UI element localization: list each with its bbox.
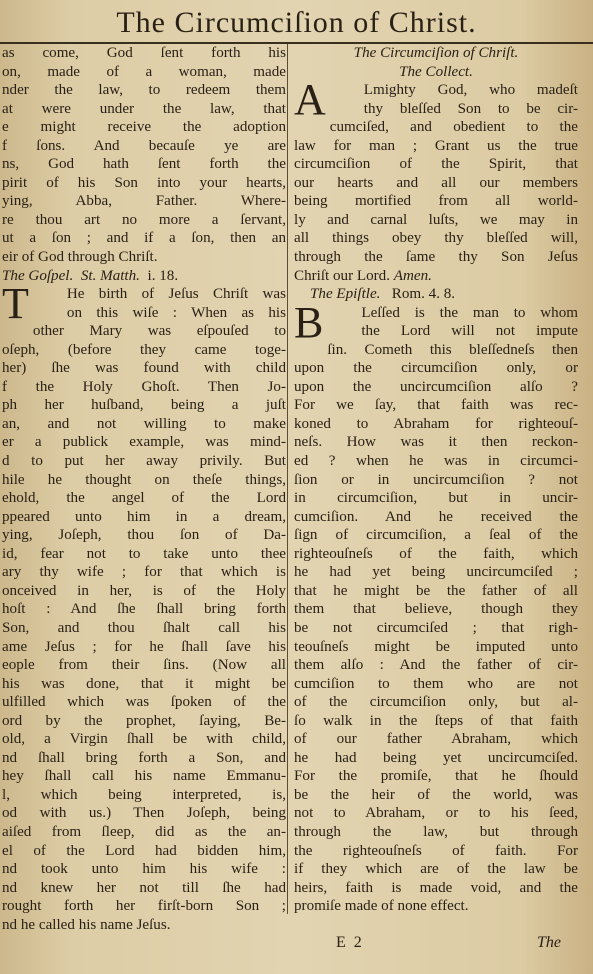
text-line: as come, God ſent forth his: [2, 45, 286, 61]
text-line: not to Abraham, or to his ſeed,: [294, 805, 578, 822]
text-line: hile he thought on theſe things,: [2, 471, 286, 488]
text-line: ed ? when he was in circumci-: [294, 453, 578, 470]
text-line: ph her huſband, being a juſt: [2, 397, 286, 414]
text-line: cumciſion to them who are not: [294, 675, 578, 692]
text-line: upon the circumciſion only, or: [294, 360, 578, 377]
text-line: Lmighty God, who madeſt: [363, 82, 578, 99]
text-line: ehold, the angel of the Lord: [2, 490, 286, 507]
text-line: upon the uncircumciſion alſo ?: [294, 378, 578, 395]
text-line: them alſo : And the father of cir-: [294, 657, 578, 674]
text-line: ſion or in uncircumciſion ? not: [294, 471, 578, 488]
gospel-text: [2, 279, 286, 934]
section-title: The Circumciſion of Chriſt.: [353, 45, 519, 61]
left-column: [0, 44, 286, 934]
text-line: on, made of a woman, made: [2, 63, 286, 80]
right-column: [294, 44, 578, 916]
text-line: nd he called his name Jeſus.: [2, 916, 171, 933]
text-line: Son, and thou ſhalt call his: [2, 619, 286, 636]
epistle-text: [294, 297, 578, 916]
signature-mark: E 2: [336, 934, 364, 951]
text-line: ame Jeſus ; for he ſhall ſave his: [2, 638, 286, 655]
text-line: cumciſion. And he received the: [294, 508, 578, 525]
text-line: e might receive the adoption: [2, 119, 286, 136]
text-line: ppeared unto him in a dream,: [2, 508, 286, 525]
text-line: rought forth her firſt-born Son ;: [2, 898, 286, 915]
text-line: ying, Abba, Father. Where-: [2, 193, 286, 210]
text-line: other Mary was eſpouſed to: [32, 323, 286, 340]
text-line: in circumciſion, but in uncir-: [294, 490, 578, 507]
text-line: the righteouſneſs of faith. For: [294, 842, 578, 859]
gospel-dropcap: T: [2, 279, 29, 329]
text-line: all things obey thy bleſſed will,: [294, 230, 578, 247]
text-line: hey ſhall call his name Emmanu-: [2, 768, 286, 785]
text-line: f ſons. And becauſe ye are: [2, 137, 286, 154]
epistle-heading: [294, 285, 578, 304]
text-line: er a publick example, was mind-: [2, 434, 286, 451]
text-line: an, and not willing to make: [2, 415, 286, 432]
text-line: id, fear not to take unto thee: [2, 545, 286, 562]
text-line: ary thy wife ; for that which is: [2, 564, 286, 581]
text-line: ulfilled which was ſpoken of the: [2, 694, 286, 711]
text-line: el of the Lord had bidden him,: [2, 842, 286, 859]
text-line: his was done, that it might be: [2, 675, 286, 692]
text-line: through the law, but through: [294, 823, 578, 840]
text-line: onceived in her, is of the Holy: [2, 582, 286, 599]
column-divider: [287, 44, 288, 914]
text-line: l, which being interpreted, is,: [2, 786, 286, 803]
text-line: of our father Abraham, which: [294, 731, 578, 748]
text-line: at were under the law, that: [2, 100, 286, 117]
text-line: our hearts and all our members: [294, 174, 578, 191]
text-line: cumciſed, and obedient to the: [329, 119, 578, 136]
text-line: heirs, faith is made void, and the: [294, 879, 578, 896]
text-line: he had being yet uncircumciſed.: [294, 749, 578, 766]
text-line: promiſe made of none effect.: [294, 898, 469, 915]
gospel-heading: [2, 267, 286, 286]
text-line: being mortified from all world-: [294, 193, 578, 210]
text-line: eir of God through Chriſt.: [2, 249, 158, 266]
text-line: the Lord will not impute: [361, 323, 578, 340]
epistle-dropcap: B: [294, 297, 324, 347]
collect-dropcap: A: [294, 75, 326, 125]
text-line: neſs. How was it then reckon-: [294, 434, 578, 451]
text-line: He birth of Jeſus Chriſt was: [66, 286, 286, 303]
text-line: nd ſhall bring forth a Son, and: [2, 749, 286, 766]
epistle-label: The Epiſtle.: [310, 286, 381, 303]
text-line: nder the law, to redeem them: [2, 82, 286, 99]
text-line: be the heir of the world, was: [294, 786, 578, 803]
text-line: ying, Joſeph, thou ſon of Da-: [2, 527, 286, 544]
text-line: ſin. Cometh this bleſſedneſs then: [327, 341, 578, 358]
text-line: f the Holy Ghoſt. Then Jo-: [2, 378, 286, 395]
collect-title: The Collect.: [399, 63, 473, 80]
epistle-continuation: [2, 44, 286, 267]
text-line: righteouſneſs of the faith, which: [294, 545, 578, 562]
text-line: ord by the prophet, ſaying, Be-: [2, 712, 286, 729]
amen: Amen.: [393, 267, 432, 284]
running-head: The Circumciſion of Christ.: [116, 6, 477, 39]
text-line: hoſt : And ſhe ſhall bring forth: [2, 601, 286, 618]
text-line: pirit of his Son into your hearts,: [2, 174, 286, 191]
text-line: For the promiſe, that he ſhould: [294, 768, 578, 785]
text-line: on this wiſe : When as his: [66, 304, 286, 321]
text-line: re thou art no more a ſervant,: [2, 211, 286, 228]
text-line: Leſſed is the man to whom: [361, 304, 578, 321]
text-line: aiſed from ſleep, did as the an-: [2, 823, 286, 840]
text-line: he had yet being uncircumciſed ;: [294, 564, 578, 581]
gospel-reference: i. 18.: [147, 267, 179, 284]
catchword: The: [537, 934, 561, 951]
text-line: if they which are of the law be: [294, 861, 578, 878]
text-line: nd knew her not till ſhe had: [2, 879, 286, 896]
text-line: circumciſion of the Spirit, that: [294, 156, 578, 173]
text-line: law for man ; Grant us the true: [294, 137, 578, 154]
gospel-source: St. Matth.: [80, 267, 140, 284]
text-line: nd took unto him his wife :: [2, 861, 286, 878]
text-line: ly and carnal luſts, we may in: [294, 211, 578, 228]
text-line: of the circumciſion only, but al-: [294, 694, 578, 711]
text-line: koned to Abraham for righteouſ-: [294, 415, 578, 432]
text-line: For we ſay, that faith was rec-: [294, 397, 578, 414]
text-line: ut a ſon ; and if a ſon, then an: [2, 230, 286, 247]
collect-text: [294, 75, 578, 285]
text-line: thy bleſſed Son to be cir-: [363, 100, 578, 117]
text-line: eople from their ſins. (Now all: [2, 657, 286, 674]
text-line: old, a Virgin ſhall be with child,: [2, 731, 286, 748]
text-line: be not circumciſed ; that righ-: [294, 619, 578, 636]
text-line: d to put her away privily. But: [2, 453, 286, 470]
text-line: them that believe, though they: [294, 601, 578, 618]
text-line: [294, 267, 578, 286]
text-line: that he might be the father of all: [294, 582, 578, 599]
gospel-label: The Goſpel.: [2, 267, 74, 284]
text-line: through the ſame thy Son Jeſus: [294, 249, 578, 266]
text-line: ſign of circumciſion, a ſeal of the: [294, 527, 578, 544]
text-line: ſo walk in the ſteps of that faith: [294, 712, 578, 729]
text-line: teouſneſs might be imputed unto: [294, 638, 578, 655]
text-line: oſeph, (before they came toge-: [2, 341, 286, 358]
text-line: her) ſhe was found with child: [2, 360, 286, 377]
text-line: Chriſt our Lord.: [294, 267, 391, 284]
text-line: od with us.) Then Joſeph, being: [2, 805, 286, 822]
epistle-reference: Rom. 4. 8.: [391, 286, 456, 303]
text-line: ns, God hath ſent forth the: [2, 156, 286, 173]
